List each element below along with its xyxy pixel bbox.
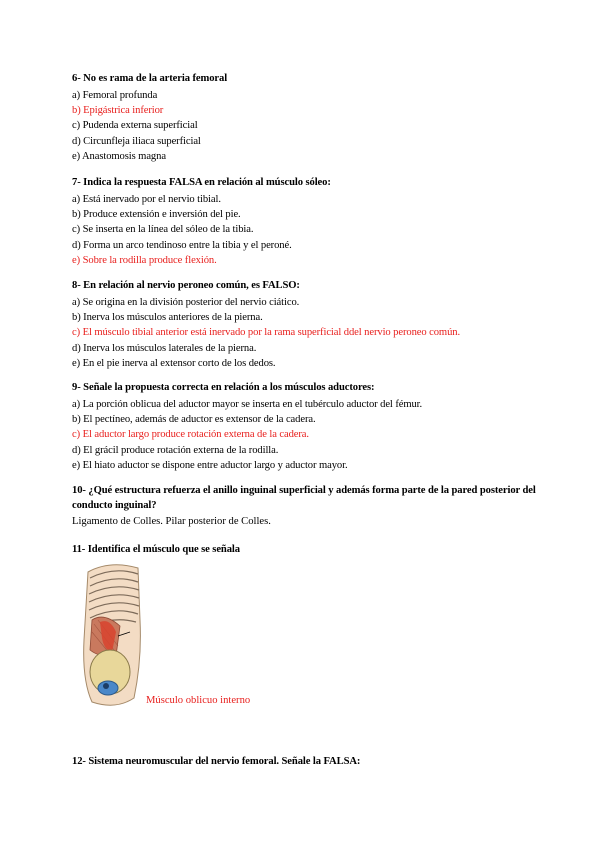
question-title: 11- Identifica el músculo que se señala: [72, 544, 240, 555]
question-11: [72, 543, 542, 559]
option-d: d) Forma un arco tendinoso entre la tibia y el peroné.: [72, 239, 292, 251]
option-a: a) Femoral profunda: [72, 89, 158, 101]
question-10: [72, 484, 542, 529]
option-a: a) Se origina en la división posterior del nervio ciático.: [72, 296, 300, 308]
question-title: 9- Señale la propuesta correcta en relación a los músculos aductores:: [72, 382, 375, 393]
option-a: a) Está inervado por el nervio tibial.: [72, 193, 221, 205]
option-e: e) En el pie inerva al extensor corto de los dedos.: [72, 358, 276, 370]
question-title: 6- No es rama de la arteria femoral: [72, 73, 228, 84]
question-12: [72, 755, 542, 771]
figure-answer: Músculo oblicuo interno: [146, 695, 251, 706]
question-9: [72, 381, 542, 474]
option-d: d) El grácil produce rotación externa de la rodilla.: [72, 444, 279, 456]
question-title: 10- ¿Qué estructura refuerza el anillo inguinal superficial y además forma parte de la pared posterior del conducto inguinal?: [72, 485, 536, 511]
option-b: b) El pectíneo, además de aductor es extensor de la cadera.: [72, 414, 316, 425]
option-b: b) Produce extensión e inversión del pie.: [72, 209, 241, 220]
question-7: [72, 176, 542, 269]
option-e: e) Anastomosis magna: [72, 151, 166, 163]
option-a: a) La porción oblicua del aductor mayor se inserta en el tubérculo aductor del fémur.: [72, 398, 423, 410]
option-c-answer: c) El músculo tibial anterior está inervado por la rama superficial ddel nervio peroneo común.: [72, 327, 461, 339]
option-b-answer: b) Epigástrica inferior: [72, 105, 164, 116]
question-8: [72, 279, 542, 372]
question-title: 7- Indica la respuesta FALSA en relación al músculo sóleo:: [72, 177, 331, 188]
option-e-answer: e) Sobre la rodilla produce flexión.: [72, 255, 217, 267]
question-title: 12- Sistema neuromuscular del nervio femoral. Señale la FALSA:: [72, 756, 361, 767]
option-b: b) Inerva los músculos anteriores de la pierna.: [72, 312, 263, 323]
question-6: [72, 72, 542, 165]
torso-muscle-illustration: [80, 560, 142, 710]
question-title: 8- En relación al nervio peroneo común, es FALSO:: [72, 280, 300, 291]
option-c: c) Pudenda externa superficial: [72, 120, 198, 132]
option-c-answer: c) El aductor largo produce rotación externa de la cadera.: [72, 429, 309, 441]
option-c: c) Se inserta en la línea del sóleo de la tibia.: [72, 224, 254, 236]
option-d: d) Circunfleja iliaca superficial: [72, 135, 201, 147]
option-d: d) Inerva los músculos laterales de la pierna.: [72, 342, 257, 354]
anatomy-figure: [80, 560, 142, 710]
option-e: e) El hiato aductor se dispone entre aductor largo y aductor mayor.: [72, 460, 348, 472]
answer-text: Ligamento de Colles. Pilar posterior de Colles.: [72, 516, 271, 528]
